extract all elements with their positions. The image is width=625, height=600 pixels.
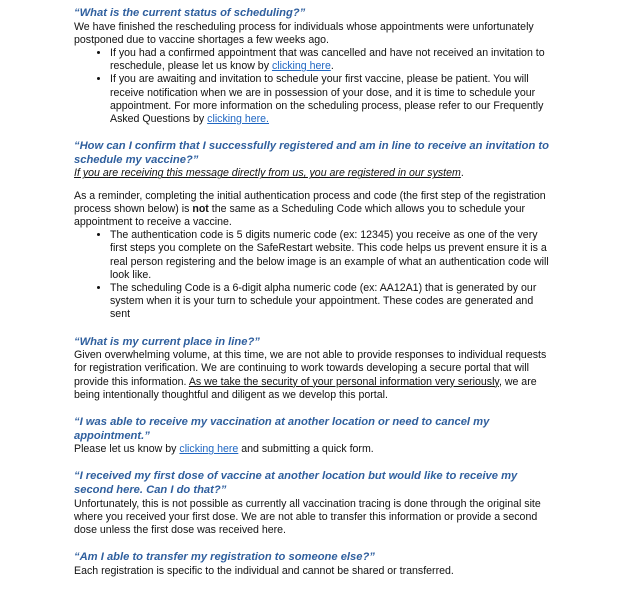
clicking-here-link[interactable]: clicking here [179, 443, 239, 456]
answer-underlined-text: As we take the security of your personal information very seriously [188, 375, 499, 388]
faq-answer [74, 167, 555, 180]
faq-section-second-dose [74, 470, 555, 537]
answer-text: , we are being intentionally thoughtful and diligent as we develop this portal. [74, 375, 537, 401]
faq-section-transfer-registration [74, 551, 555, 578]
reminder-text: As a reminder, completing the initial authentication process and code (the first step of the registration process shown below) is [74, 189, 546, 215]
faq-question: “Am I able to transfer my registration to someone else?” [74, 551, 375, 564]
emphasis-not: not [192, 202, 209, 215]
faq-answer: We have finished the rescheduling process for individuals whose appointments were unfortunately postponed due to vaccine shortages a few weeks ago. [74, 20, 534, 46]
faq-answer: Each registration is specific to the individual and cannot be shared or transferred. [74, 564, 454, 577]
answer-text: Given overwhelming volume, at this time, we are not able to provide responses to individual requests for registration verification. We are continuing to work towards developing a secure portal that will provide this information. [74, 349, 547, 388]
faq-answer: Unfortunately, this is not possible as currently all vaccination tracing is done through the original site where you received your first dose. We are not able to transfer this information or provide a second dose unless the first dose was received here. [74, 497, 541, 537]
punctuation: . [460, 167, 464, 180]
faq-section-scheduling-status [74, 7, 555, 126]
clicking-here-link[interactable]: clicking here [271, 60, 331, 73]
bullet-list [74, 229, 555, 321]
list-item: • The authentication code is 5 digits numeric code (ex: 12345) you receive as one of the very first steps you complete on the SafeRestart website. This code helps us prevent ensure it is a real person registering and the below image is an example of what an authentication code will look like. [110, 229, 555, 282]
faq-section-cancel-appointment [74, 416, 555, 456]
list-item [110, 73, 555, 126]
faq-answer [74, 443, 555, 456]
list-item-text: If you are awaiting and invitation to schedule your first vaccine, please be patient. You will receive notification when we are in possession of your dose, and it is time to schedule your appointment. For more information on the scheduling process, please refer to our Frequently Asked Questions by [110, 73, 544, 126]
reminder-paragraph [74, 190, 555, 230]
faq-section-confirm-registration [74, 140, 555, 321]
faq-section-place-in-line [74, 336, 555, 402]
confirm-statement: If you are receiving this message directly from us, you are registered in our system [74, 167, 461, 180]
faq-question: “How can I confirm that I successfully registered and am in line to receive an invitation to schedule my vaccine?” [74, 140, 549, 166]
reminder-text: the same as a Scheduling Code which allows you to schedule your appointment to receive a vaccine. [74, 202, 526, 229]
list-item: • The scheduling Code is a 6-digit alpha numeric code (ex: AA12A1) that is generated by our system when it is your turn to schedule your appointment. These codes are generated and sent [110, 282, 555, 322]
list-item-text: If you had a confirmed appointment that was cancelled and have not received an invitation to reschedule, please let us know by [110, 47, 545, 73]
faq-question: “What is my current place in line?” [74, 335, 260, 348]
faq-question: “I received my first dose of vaccine at another location but would like to receive my second here. Can I do that?” [74, 470, 518, 497]
list-item-text: . [330, 60, 334, 73]
faq-answer [74, 349, 555, 402]
faq-question: “What is the current status of scheduling?” [74, 7, 306, 19]
faq-link[interactable]: clicking here. [207, 113, 269, 126]
answer-text: Please let us know by [74, 443, 180, 456]
answer-text: and submitting a quick form. [238, 443, 374, 456]
list-item [110, 47, 555, 73]
bullet-list [74, 47, 555, 126]
faq-question: “I was able to receive my vaccination at another location or need to cancel my appointment.” [74, 416, 490, 442]
